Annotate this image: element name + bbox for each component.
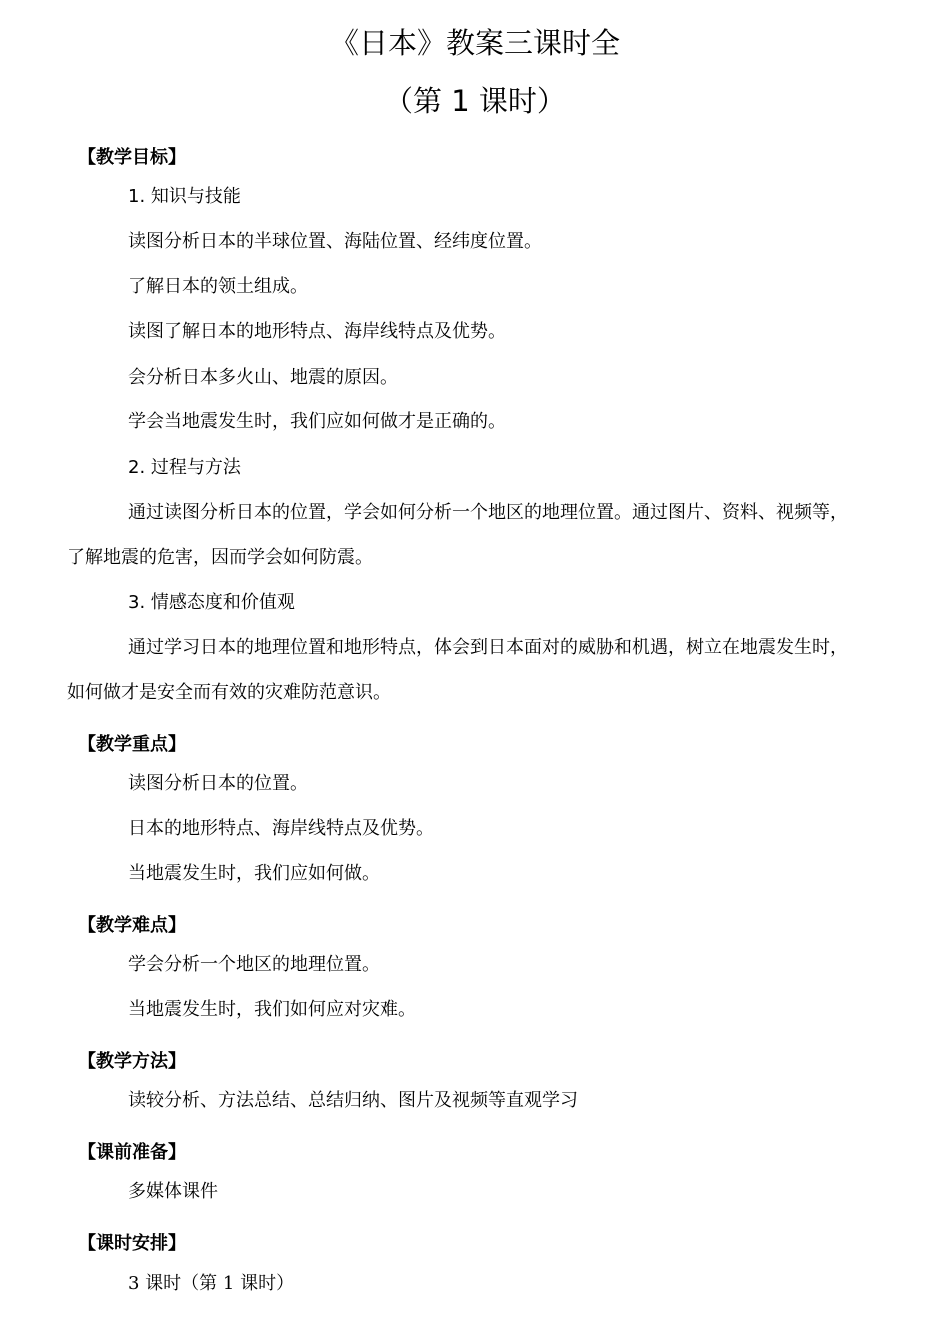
process-paragraph-line-1: 通过读图分析日本的位置，学会如何分析一个地区的地理位置。通过图片、资料、视频等， xyxy=(128,502,848,523)
lesson-subtitle: （第 1 课时） xyxy=(384,84,566,118)
section-heading-difficulties: 【教学难点】 xyxy=(78,915,186,936)
difficulty-line-1: 学会分析一个地区的地理位置。 xyxy=(128,954,380,975)
section-heading-objectives: 【教学目标】 xyxy=(78,147,186,168)
emotion-paragraph-line-1: 通过学习日本的地理位置和地形特点，体会到日本面对的威胁和机遇，树立在地震发生时， xyxy=(128,637,848,658)
difficulty-line-2: 当地震发生时，我们如何应对灾难。 xyxy=(128,999,416,1020)
section-heading-key-points: 【教学重点】 xyxy=(78,734,186,755)
methods-text: 读较分析、方法总结、总结归纳、图片及视频等直观学习 xyxy=(128,1090,578,1111)
knowledge-line-3: 读图了解日本的地形特点、海岸线特点及优势。 xyxy=(128,321,506,342)
knowledge-line-4: 会分析日本多火山、地震的原因。 xyxy=(128,367,398,388)
process-paragraph-line-2: 了解地震的危害，因而学会如何防震。 xyxy=(67,547,373,568)
knowledge-line-2: 了解日本的领土组成。 xyxy=(128,276,308,297)
knowledge-line-5: 学会当地震发生时，我们应如何做才是正确的。 xyxy=(128,411,506,432)
emotion-paragraph-line-2: 如何做才是安全而有效的灾难防范意识。 xyxy=(67,682,391,703)
subheading-process-methods: 2. 过程与方法 xyxy=(128,457,241,478)
knowledge-line-1: 读图分析日本的半球位置、海陆位置、经纬度位置。 xyxy=(128,231,542,252)
section-heading-schedule: 【课时安排】 xyxy=(78,1233,186,1254)
key-point-line-2: 日本的地形特点、海岸线特点及优势。 xyxy=(128,818,434,839)
key-point-line-1: 读图分析日本的位置。 xyxy=(128,773,308,794)
section-heading-preparation: 【课前准备】 xyxy=(78,1142,186,1163)
key-point-line-3: 当地震发生时，我们应如何做。 xyxy=(128,863,380,884)
preparation-text: 多媒体课件 xyxy=(128,1181,218,1202)
document-title: 《日本》教案三课时全 xyxy=(329,26,620,60)
subheading-emotion-values: 3. 情感态度和价值观 xyxy=(128,592,295,613)
subheading-knowledge-skills: 1. 知识与技能 xyxy=(128,186,241,207)
schedule-text: 3 课时（第 1 课时） xyxy=(128,1273,295,1294)
section-heading-methods: 【教学方法】 xyxy=(78,1051,186,1072)
